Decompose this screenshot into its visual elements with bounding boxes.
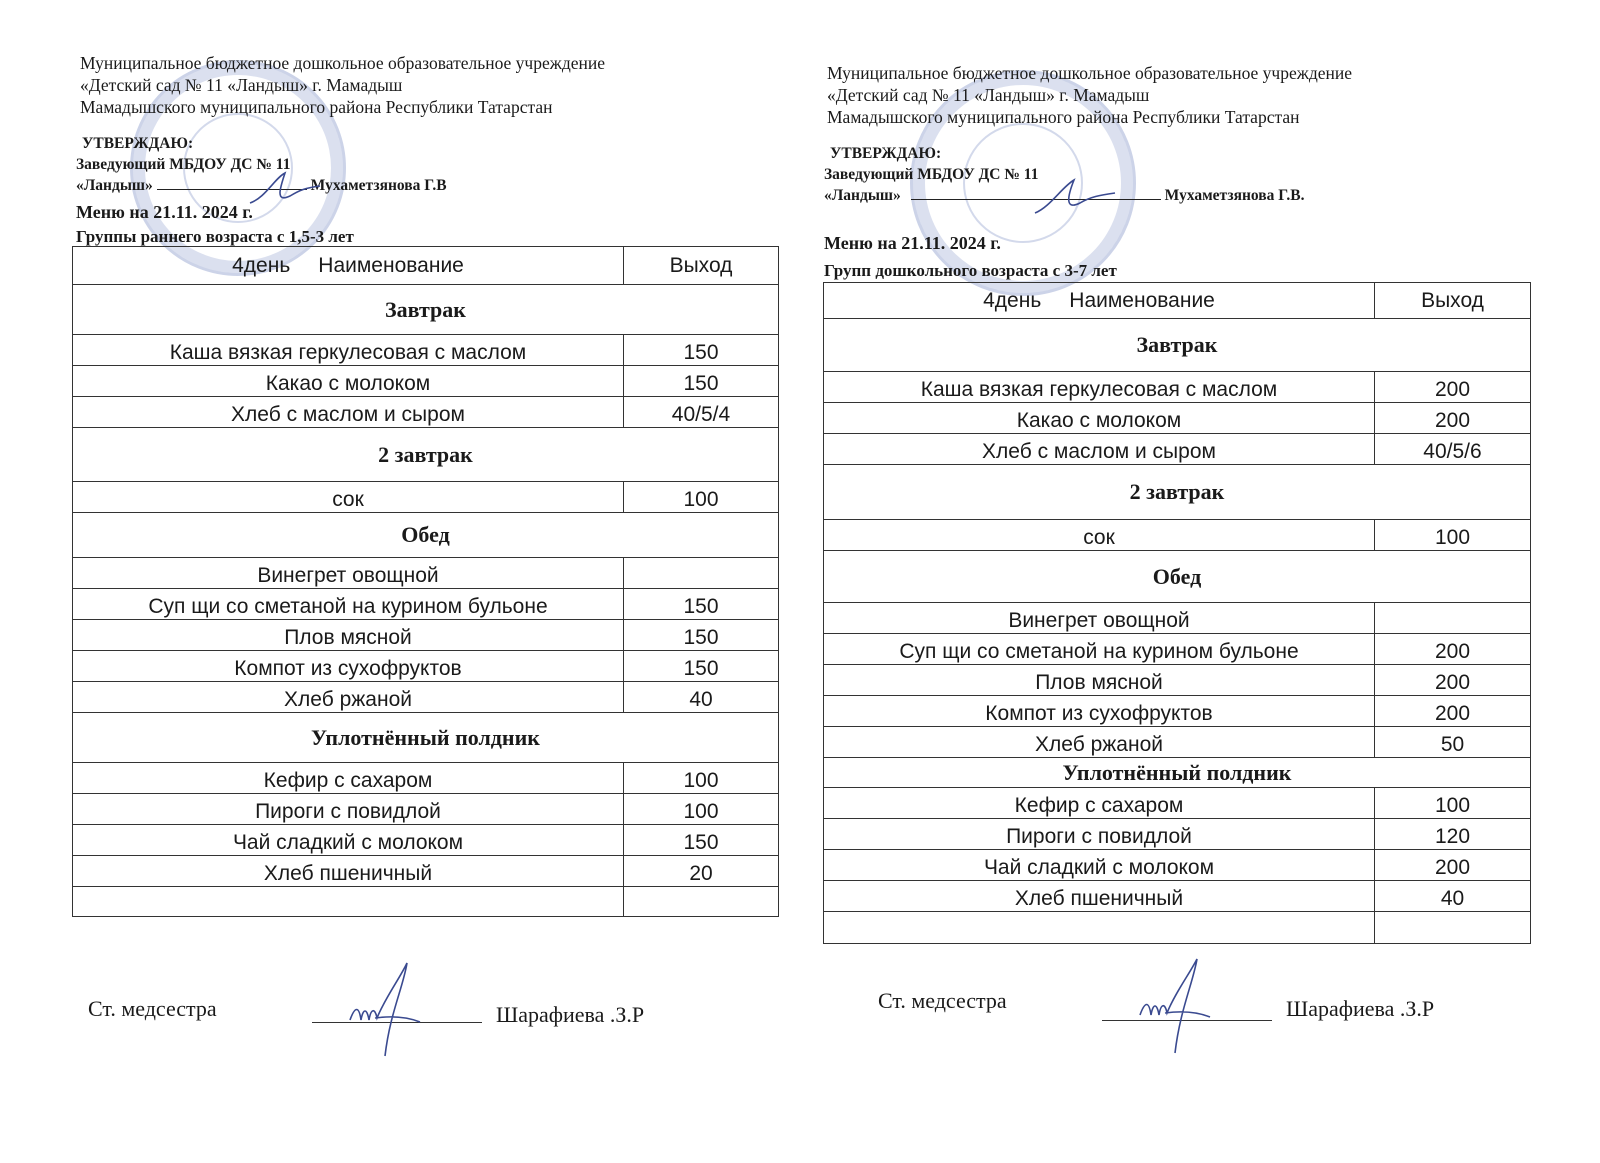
- header-output: Выход: [624, 247, 779, 285]
- director-signature-icon: [245, 168, 325, 213]
- dish-name: Хлеб с маслом и сыром: [73, 397, 624, 428]
- header-name-cell: [73, 247, 624, 285]
- dish-output: 200: [1375, 403, 1531, 434]
- dish-output: 150: [624, 620, 779, 651]
- dish-name: Винегрет овощной: [824, 603, 1375, 634]
- approve-name: Мухаметзянова Г.В: [310, 177, 447, 194]
- dish-output: 100: [1375, 788, 1531, 819]
- table-row: [73, 856, 779, 887]
- dish-name: Пироги с повидлой: [73, 794, 624, 825]
- table-row: [824, 520, 1531, 551]
- section-second-breakfast: 2 завтрак: [824, 465, 1531, 520]
- header-day: 4день: [983, 288, 1042, 312]
- approve-position: Заведующий МБДОУ ДС № 11: [824, 166, 1039, 183]
- org-line: Мамадышского муниципального района Республики Татарстан: [80, 97, 553, 117]
- dish-output: 150: [624, 366, 779, 397]
- dish-name: [73, 887, 624, 917]
- section-afternoon-snack: Уплотнённый полдник: [824, 758, 1531, 788]
- table-row: [73, 794, 779, 825]
- table-row: [824, 665, 1531, 696]
- header-output: Выход: [1375, 283, 1531, 319]
- dish-name: Пироги с повидлой: [824, 819, 1375, 850]
- dish-name: Компот из сухофруктов: [824, 696, 1375, 727]
- table-row: [73, 651, 779, 682]
- table-row: [824, 788, 1531, 819]
- dish-name: Каша вязкая геркулесовая с маслом: [73, 335, 624, 366]
- dish-name: Кефир с сахаром: [824, 788, 1375, 819]
- table-row: [824, 634, 1531, 665]
- dish-name: [824, 912, 1375, 944]
- dish-output: 200: [1375, 850, 1531, 881]
- table-row: [824, 727, 1531, 758]
- dish-name: Чай сладкий с молоком: [824, 850, 1375, 881]
- approve-org: «Ландыш»: [76, 177, 153, 194]
- dish-output: 100: [1375, 520, 1531, 551]
- dish-output: 40/5/6: [1375, 434, 1531, 465]
- org-line: Муниципальное бюджетное дошкольное образовательное учреждение: [80, 53, 605, 73]
- header-name: Наименование: [318, 253, 464, 277]
- nurse-name: Шарафиева .З.Р: [1286, 996, 1435, 1021]
- dish-output: 200: [1375, 665, 1531, 696]
- table-row: [73, 682, 779, 713]
- approve-position: Заведующий МБДОУ ДС № 11: [76, 156, 291, 173]
- nurse-role: Ст. медсестра: [878, 988, 1007, 1013]
- dish-name: Плов мясной: [73, 620, 624, 651]
- table-row: [824, 850, 1531, 881]
- nurse-role: Ст. медсестра: [88, 996, 217, 1021]
- dish-name: Чай сладкий с молоком: [73, 825, 624, 856]
- table-row: [824, 603, 1531, 634]
- dish-output: 200: [1375, 634, 1531, 665]
- dish-output: 40: [624, 682, 779, 713]
- menu-sheet-preschool-age: [820, 0, 1600, 1163]
- dish-name: Суп щи со сметаной на курином бульоне: [824, 634, 1375, 665]
- table-row: [73, 335, 779, 366]
- dish-output: [624, 887, 779, 917]
- dish-name: Хлеб пшеничный: [73, 856, 624, 887]
- table-row-empty: [824, 912, 1531, 944]
- header-name: Наименование: [1069, 288, 1215, 312]
- org-line: «Детский сад № 11 «Ландыш» г. Мамадыш: [827, 85, 1150, 105]
- dish-name: Суп щи со сметаной на курином бульоне: [73, 589, 624, 620]
- table-row: [824, 819, 1531, 850]
- dish-name: сок: [73, 482, 624, 513]
- table-header-row: [824, 283, 1531, 319]
- dish-output: [1375, 912, 1531, 944]
- dish-output: 120: [1375, 819, 1531, 850]
- table-row: [73, 763, 779, 794]
- dish-output: 100: [624, 482, 779, 513]
- section-second-breakfast: 2 завтрак: [73, 428, 779, 482]
- dish-output: 150: [624, 335, 779, 366]
- approve-title: УТВЕРЖДАЮ:: [830, 145, 942, 162]
- dish-name: Хлеб пшеничный: [824, 881, 1375, 912]
- section-lunch: Обед: [73, 513, 779, 558]
- org-line: Муниципальное бюджетное дошкольное образовательное учреждение: [827, 63, 1352, 83]
- table-row: [824, 881, 1531, 912]
- dish-output: [624, 558, 779, 589]
- dish-output: 100: [624, 763, 779, 794]
- org-line: Мамадышского муниципального района Республики Татарстан: [827, 107, 1300, 127]
- table-row: [73, 620, 779, 651]
- nurse-signature-icon: [345, 958, 425, 1058]
- dish-output: [1375, 603, 1531, 634]
- group-title: Группы раннего возраста с 1,5-3 лет: [76, 227, 354, 246]
- dish-output: 50: [1375, 727, 1531, 758]
- dish-output: 150: [624, 651, 779, 682]
- dish-output: 20: [624, 856, 779, 887]
- dish-output: 150: [624, 825, 779, 856]
- header-day: 4день: [232, 253, 291, 277]
- section-afternoon-snack: Уплотнённый полдник: [73, 713, 779, 763]
- table-row: [73, 366, 779, 397]
- nurse-signature-icon: [1135, 955, 1215, 1055]
- organization-header: [827, 62, 1352, 128]
- org-line: «Детский сад № 11 «Ландыш» г. Мамадыш: [80, 75, 403, 95]
- dish-output: 100: [624, 794, 779, 825]
- dish-name: Какао с молоком: [824, 403, 1375, 434]
- table-row-empty: [73, 887, 779, 917]
- table-row: [824, 696, 1531, 727]
- approve-name: Мухаметзянова Г.В.: [1164, 187, 1305, 204]
- table-row: [73, 558, 779, 589]
- table-row: [73, 482, 779, 513]
- table-header-row: [73, 247, 779, 285]
- dish-name: Плов мясной: [824, 665, 1375, 696]
- header-name-cell: [824, 283, 1375, 319]
- table-row: [824, 434, 1531, 465]
- dish-name: сок: [824, 520, 1375, 551]
- group-title: Групп дошкольного возраста с 3-7 лет: [824, 261, 1117, 280]
- nurse-name: Шарафиева .З.Р: [496, 1002, 645, 1027]
- section-breakfast: Завтрак: [73, 285, 779, 335]
- dish-name: Хлеб с маслом и сыром: [824, 434, 1375, 465]
- dish-name: Хлеб ржаной: [73, 682, 624, 713]
- approve-org: «Ландыш»: [824, 187, 901, 204]
- dish-name: Винегрет овощной: [73, 558, 624, 589]
- table-row: [73, 397, 779, 428]
- dish-output: 40: [1375, 881, 1531, 912]
- table-row: [824, 403, 1531, 434]
- dish-name: Кефир с сахаром: [73, 763, 624, 794]
- dish-output: 150: [624, 589, 779, 620]
- dish-output: 40/5/4: [624, 397, 779, 428]
- table-row: [73, 589, 779, 620]
- menu-date: Меню на 21.11. 2024 г.: [824, 233, 1001, 253]
- director-signature-icon: [1030, 175, 1120, 220]
- dish-output: 200: [1375, 372, 1531, 403]
- menu-table: [823, 282, 1531, 944]
- organization-header: [80, 52, 605, 118]
- menu-date: Меню на 21.11. 2024 г.: [76, 202, 253, 222]
- section-lunch: Обед: [824, 551, 1531, 603]
- dish-name: Какао с молоком: [73, 366, 624, 397]
- table-row: [73, 825, 779, 856]
- section-breakfast: Завтрак: [824, 319, 1531, 372]
- dish-name: Хлеб ржаной: [824, 727, 1375, 758]
- dish-name: Каша вязкая геркулесовая с маслом: [824, 372, 1375, 403]
- table-row: [824, 372, 1531, 403]
- dish-name: Компот из сухофруктов: [73, 651, 624, 682]
- dish-output: 200: [1375, 696, 1531, 727]
- menu-table: [72, 246, 779, 917]
- approve-title: УТВЕРЖДАЮ:: [82, 135, 194, 152]
